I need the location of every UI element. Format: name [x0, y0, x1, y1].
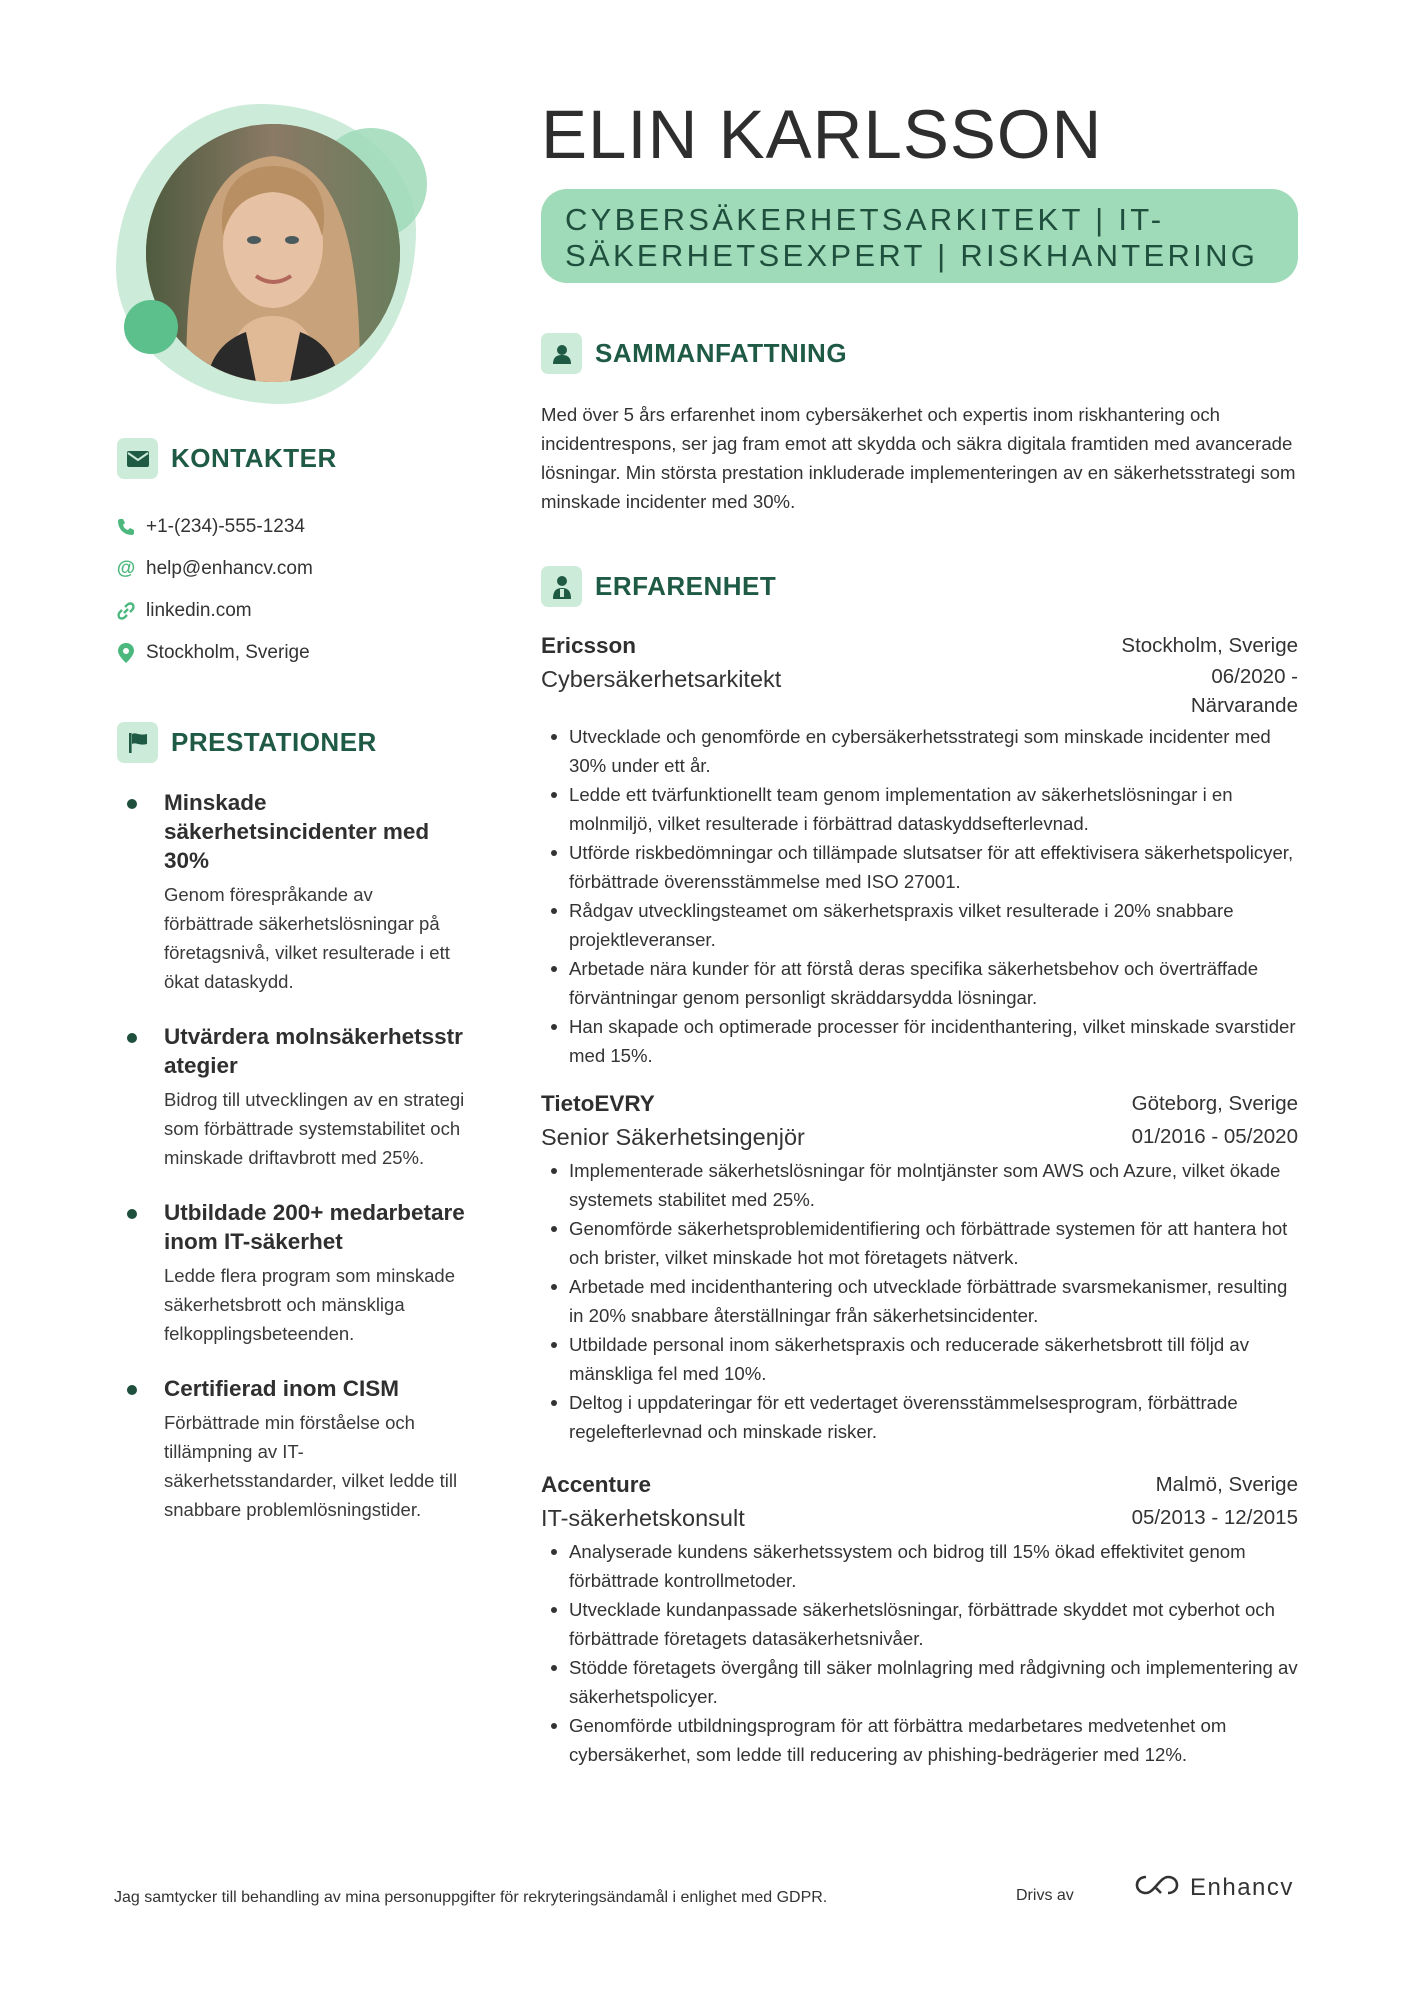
- list-item: Genomförde utbildningsprogram för att förbättra medarbetares medvetenhet om cybersäkerhet, som ledde till reducering av phishing-bedrägerier med 12%.: [541, 1711, 1298, 1769]
- list-item: Arbetade med incidenthantering och utvecklade förbättrade svarsmekanismer, resulting in 20% snabbare återställningar från säkerhetsincidenter.: [541, 1272, 1298, 1330]
- brand-name: Enhancv: [1190, 1873, 1294, 1901]
- bullet-dot: [127, 1385, 137, 1395]
- section-title: ERFARENHET: [595, 571, 777, 601]
- responsibility-list: [541, 722, 1298, 1070]
- list-item: Utförde riskbedömningar och tillämpade slutsatser för att effektivisera säkerhetspolicyer, förbättrade överensstämmelse med ISO 27001.: [541, 838, 1298, 896]
- responsibility-list: [541, 1156, 1298, 1446]
- achievement-item: [127, 1374, 467, 1524]
- section-header-experience: [541, 566, 776, 607]
- contact-value: linkedin.com: [146, 600, 252, 621]
- company-name: Ericsson: [541, 633, 637, 658]
- section-header-achievements: [117, 722, 377, 763]
- achievement-description: Genom förespråkande av förbättrade säkerhetslösningar på företagsnivå, vilket resulterade i ett ökat dataskydd.: [164, 884, 450, 992]
- contact-value: Stockholm, Sverige: [146, 642, 310, 663]
- company-name: TietoEVRY: [541, 1091, 655, 1116]
- bullet-dot: [127, 799, 137, 809]
- section-header-summary: [541, 333, 847, 374]
- enhancv-logo[interactable]: [1134, 1873, 1294, 1902]
- job-title: IT-säkerhetskonsult: [541, 1505, 745, 1531]
- contact-value: +1-(234)-555-1234: [146, 516, 305, 537]
- date-line: 06/2020 -: [1211, 665, 1298, 688]
- phone-icon: [117, 517, 135, 537]
- infinity-logo-icon: [1134, 1873, 1180, 1902]
- job-dates: 05/2013 - 12/2015: [1131, 1506, 1298, 1529]
- flag-icon: [117, 722, 158, 763]
- list-item: Utbildade personal inom säkerhetspraxis och reducerade säkerhetsbrott till följd av mänskliga fel med 10%.: [541, 1330, 1298, 1388]
- link-icon: [117, 601, 135, 621]
- achievement-description: Bidrog till utvecklingen av en strategi som förbättrade systemstabilitet och minskade driftavbrott med 25%.: [164, 1089, 465, 1168]
- experience-entry: [541, 630, 1298, 1070]
- avatar: [146, 124, 400, 382]
- list-item: Stödde företagets övergång till säker molnlagring med rådgivning och implementering av säkerhetspolicyer.: [541, 1653, 1298, 1711]
- achievement-title: Utbildade 200+ medarbetare inom IT-säkerhet: [164, 1200, 465, 1254]
- achievement-title: Certifierad inom CISM: [164, 1376, 400, 1401]
- job-location: Göteborg, Sverige: [1131, 1092, 1298, 1115]
- summary-text: Med över 5 års erfarenhet inom cybersäkerhet och expertis inom riskhantering och incidentrespons, ser jag fram emot att skydda och säkra digitala framtiden med avancerade lösningar. Min största prestation inkluderade implementeringen av en säkerhetsstrategi som minskade incidenter med 30%.: [541, 404, 1296, 512]
- achievement-title: Minskade säkerhetsincidenter med 30%: [164, 790, 430, 873]
- profile-photo-area: [110, 100, 430, 410]
- achievement-description: Ledde flera program som minskade säkerhetsbrott och mänskliga felkopplingsbeteenden.: [164, 1265, 456, 1344]
- envelope-icon: [117, 438, 158, 479]
- bullet-dot: [127, 1033, 137, 1043]
- section-title: PRESTATIONER: [171, 727, 377, 757]
- headline-line: SÄKERHETSEXPERT | RISKHANTERING: [565, 238, 1259, 273]
- list-item: Utvecklade och genomförde en cybersäkerhetsstrategi som minskade incidenter med 30% under ett år.: [541, 722, 1298, 780]
- briefcase-person-icon: [541, 566, 582, 607]
- contact-value: help@enhancv.com: [146, 558, 313, 579]
- achievement-item: [127, 788, 467, 996]
- job-title: Cybersäkerhetsarkitekt: [541, 666, 782, 692]
- date-line: Närvarande: [1190, 694, 1298, 717]
- at-icon: @: [116, 558, 136, 579]
- list-item: Genomförde säkerhetsproblemidentifiering och förbättrade systemen för att hantera hot och brister, vilket minskade hot mot företagets nätverk.: [541, 1214, 1298, 1272]
- achievement-title: Utvärdera molnsäkerhetsstrategier: [164, 1024, 463, 1078]
- contact-location: [117, 632, 313, 674]
- experience-entry: [541, 1088, 1298, 1446]
- list-item: Deltog i uppdateringar för ett vedertaget överensstämmelsesprogram, förbättrade regelefterlevnad och minskade risker.: [541, 1388, 1298, 1446]
- contact-phone: [117, 506, 313, 548]
- section-title: KONTAKTER: [171, 443, 337, 473]
- list-item: Han skapade och optimerade processer för incidenthantering, vilket minskade svarstider med 15%.: [541, 1012, 1298, 1070]
- contact-email: [117, 548, 313, 590]
- list-item: Utvecklade kundanpassade säkerhetslösningar, förbättrade skyddet mot cyberhot och förbättrade företagets datasäkerhetsnivåer.: [541, 1595, 1298, 1653]
- job-dates: [1191, 662, 1298, 720]
- section-title: SAMMANFATTNING: [595, 338, 848, 368]
- decorative-dot: [124, 300, 178, 354]
- bullet-dot: [127, 1209, 137, 1219]
- list-item: Ledde ett tvärfunktionellt team genom implementation av säkerhetslösningar i en molnmiljö, vilket resulterade i förbättrad dataskyddsefterlevnad.: [541, 780, 1298, 838]
- powered-by-label: Drivs av: [1016, 1887, 1074, 1904]
- responsibility-list: [541, 1537, 1298, 1769]
- contact-list: [117, 506, 313, 674]
- candidate-name: ELIN KARLSSON: [541, 96, 1103, 173]
- job-location: Stockholm, Sverige: [1121, 634, 1298, 657]
- list-item: Rådgav utvecklingsteamet om säkerhetspraxis vilket resulterade i 20% snabbare projektleveranser.: [541, 896, 1298, 954]
- company-name: Accenture: [541, 1472, 652, 1497]
- job-title: Senior Säkerhetsingenjör: [541, 1124, 805, 1150]
- achievements-list: [127, 788, 467, 1550]
- contact-linkedin: [117, 590, 313, 632]
- achievement-item: [127, 1198, 467, 1348]
- section-header-contacts: [117, 438, 337, 479]
- headline-banner: [541, 189, 1298, 283]
- job-dates: 01/2016 - 05/2020: [1131, 1125, 1298, 1148]
- gdpr-consent-text: Jag samtycker till behandling av mina personuppgifter för rekryteringsändamål i enlighet med GDPR.: [114, 1889, 828, 1906]
- location-pin-icon: [117, 643, 135, 663]
- list-item: Arbetade nära kunder för att förstå deras specifika säkerhetsbehov och överträffade förväntningar genom personligt skräddarsydda lösningar.: [541, 954, 1298, 1012]
- headline-line: CYBERSÄKERHETSARKITEKT | IT-: [565, 202, 1165, 237]
- experience-entry: [541, 1469, 1298, 1769]
- achievement-description: Förbättrade min förståelse och tillämpning av IT-säkerhetsstandarder, vilket ledde till snabbare problemlösningstider.: [164, 1412, 458, 1520]
- list-item: Analyserade kundens säkerhetssystem och bidrog till 15% ökad effektivitet genom förbättrade kontrollmetoder.: [541, 1537, 1298, 1595]
- list-item: Implementerade säkerhetslösningar för molntjänster som AWS och Azure, vilket ökade systemets stabilitet med 25%.: [541, 1156, 1298, 1214]
- person-icon: [541, 333, 582, 374]
- job-location: Malmö, Sverige: [1155, 1473, 1298, 1496]
- achievement-item: [127, 1022, 467, 1172]
